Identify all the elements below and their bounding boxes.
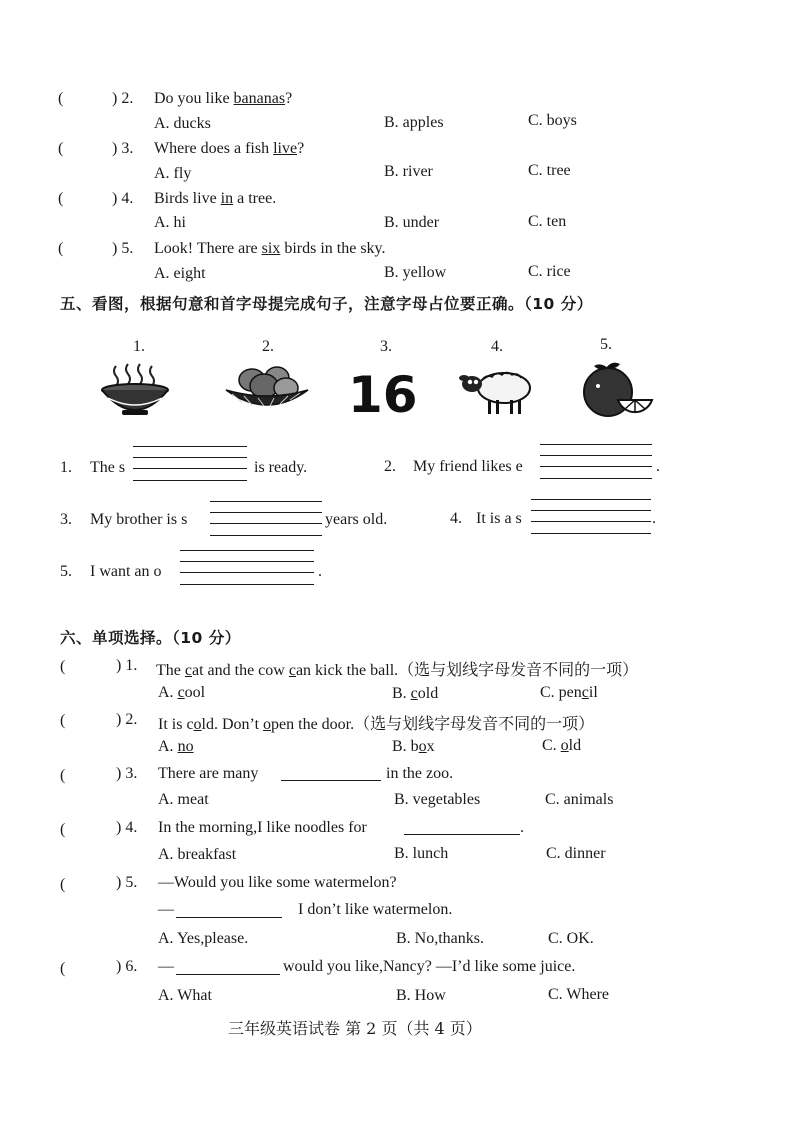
option-c: C. OK.	[548, 930, 594, 947]
question-text: The cat and the cow can kick the ball.（选与划线字母发音不同的一项）	[156, 662, 639, 679]
option-c: C. old	[542, 737, 582, 754]
four-line-grid-2[interactable]	[540, 444, 652, 482]
sentence-number: 4.	[450, 510, 462, 527]
sentence-3-end: years old.	[325, 511, 388, 528]
option-a: A. fly	[154, 165, 192, 182]
option-b: B. under	[384, 214, 440, 231]
option-c: C. animals	[545, 791, 614, 808]
sentence-2-start: My friend likes e	[413, 458, 523, 475]
dash: —	[158, 901, 174, 918]
option-c: C. tree	[528, 162, 571, 179]
four-line-grid-4[interactable]	[531, 499, 651, 537]
sentence-number: 2.	[384, 458, 396, 475]
answer-paren[interactable]: (	[58, 140, 64, 157]
number-sixteen-text: 16	[348, 370, 418, 418]
answer-paren[interactable]: (	[58, 190, 64, 207]
eggs-in-basket-picture	[222, 362, 312, 412]
option-b: B. river	[384, 163, 433, 180]
answer-blank[interactable]	[176, 974, 280, 975]
option-a: A. no	[158, 738, 194, 755]
sentence-1-start: The s	[90, 459, 126, 476]
answer-paren[interactable]: (	[58, 240, 64, 257]
option-a: A. breakfast	[158, 846, 237, 863]
orange-picture	[578, 360, 654, 418]
four-line-grid-5[interactable]	[180, 550, 314, 588]
answer-blank[interactable]	[176, 917, 282, 918]
section5-title: 五、看图，根据句意和首字母提完成句子，注意字母占位要正确。（10 分）	[60, 295, 593, 313]
question-line-2: I don’t like watermelon.	[298, 901, 453, 918]
question-number: ) 1.	[116, 657, 138, 674]
option-c: C. pencil	[540, 684, 598, 701]
answer-paren[interactable]: (	[60, 767, 66, 784]
answer-paren[interactable]: (	[58, 90, 64, 107]
soup-bowl-picture	[98, 362, 172, 418]
option-a: A. meat	[158, 791, 209, 808]
answer-paren[interactable]: (	[60, 960, 66, 977]
underlined-word: live	[273, 140, 298, 157]
option-a: A. eight	[154, 265, 206, 282]
picture-number-4: 4.	[491, 338, 503, 355]
option-a: A. Yes,please.	[158, 930, 249, 947]
section6-title: 六、单项选择。（10 分）	[60, 629, 241, 647]
question-number: ) 5.	[116, 874, 138, 891]
underlined-word: bananas	[233, 90, 286, 107]
underlined-word: in	[220, 190, 234, 207]
question-number: ) 4.	[112, 190, 134, 207]
question-number: ) 2.	[116, 711, 138, 728]
option-a: A. hi	[154, 214, 186, 231]
question-number: ) 3.	[116, 765, 138, 782]
question-text-start: There are many	[158, 765, 259, 782]
answer-blank[interactable]	[404, 834, 520, 835]
picture-number-2: 2.	[262, 338, 274, 355]
sentence-1-end: is ready.	[254, 459, 308, 476]
option-c: C. ten	[528, 213, 567, 230]
answer-paren[interactable]: (	[60, 876, 66, 893]
sentence-2-end: .	[656, 458, 660, 475]
dash: —	[158, 958, 174, 975]
question-text-start: In the morning,I like noodles for	[158, 819, 367, 836]
four-line-grid-3[interactable]	[210, 501, 322, 539]
option-b: B. box	[392, 738, 435, 755]
option-b: B. No,thanks.	[396, 930, 484, 947]
question-text: Where does a fish live?	[154, 140, 305, 157]
option-b: B. vegetables	[394, 791, 481, 808]
sentence-number: 1.	[60, 459, 72, 476]
answer-paren[interactable]: (	[60, 821, 66, 838]
answer-paren[interactable]: (	[60, 712, 66, 729]
option-c: C. Where	[548, 986, 610, 1003]
question-number: ) 6.	[116, 958, 138, 975]
question-number: ) 5.	[112, 240, 134, 257]
picture-number-3: 3.	[380, 338, 392, 355]
question-text-end: .	[520, 819, 524, 836]
option-b: B. yellow	[384, 264, 447, 281]
sentence-4-start: It is a s	[476, 510, 522, 527]
option-b: B. apples	[384, 114, 444, 131]
answer-blank[interactable]	[281, 780, 381, 781]
option-c: C. boys	[528, 112, 577, 129]
underlined-word: six	[261, 240, 281, 257]
four-line-grid-1[interactable]	[133, 446, 247, 484]
number-sixteen-picture	[346, 370, 428, 418]
option-b: B. How	[396, 987, 446, 1004]
question-text: Birds live in a tree.	[154, 190, 277, 207]
sentence-3-start: My brother is s	[90, 511, 188, 528]
option-a: A. cool	[158, 684, 206, 701]
picture-number-5: 5.	[600, 336, 612, 353]
sheep-picture	[458, 366, 538, 418]
sentence-number: 5.	[60, 563, 72, 580]
question-line-1: —Would you like some watermelon?	[158, 874, 397, 891]
question-number: ) 3.	[112, 140, 134, 157]
sentence-number: 3.	[60, 511, 72, 528]
option-a: A. What	[158, 987, 212, 1004]
page-footer: 三年级英语试卷 第 2 页（共 4 页）	[228, 1019, 482, 1038]
sentence-4-end: .	[652, 510, 656, 527]
option-c: C. dinner	[546, 845, 606, 862]
question-text-end: would you like,Nancy? —I’d like some juice.	[283, 958, 576, 975]
question-number: ) 4.	[116, 819, 138, 836]
option-c: C. rice	[528, 263, 571, 280]
picture-number-1: 1.	[133, 338, 145, 355]
question-text: Look! There are six birds in the sky.	[154, 240, 386, 257]
option-b: B. lunch	[394, 845, 449, 862]
answer-paren[interactable]: (	[60, 658, 66, 675]
question-text: It is cold. Don’t open the door.（选与划线字母发音不同的一项）	[158, 716, 595, 733]
question-text-end: in the zoo.	[386, 765, 454, 782]
option-b: B. cold	[392, 685, 439, 702]
question-number: ) 2.	[112, 90, 134, 107]
option-a: A. ducks	[154, 115, 211, 132]
sentence-5-end: .	[318, 563, 322, 580]
question-text: Do you like bananas?	[154, 90, 293, 107]
sentence-5-start: I want an o	[90, 563, 162, 580]
